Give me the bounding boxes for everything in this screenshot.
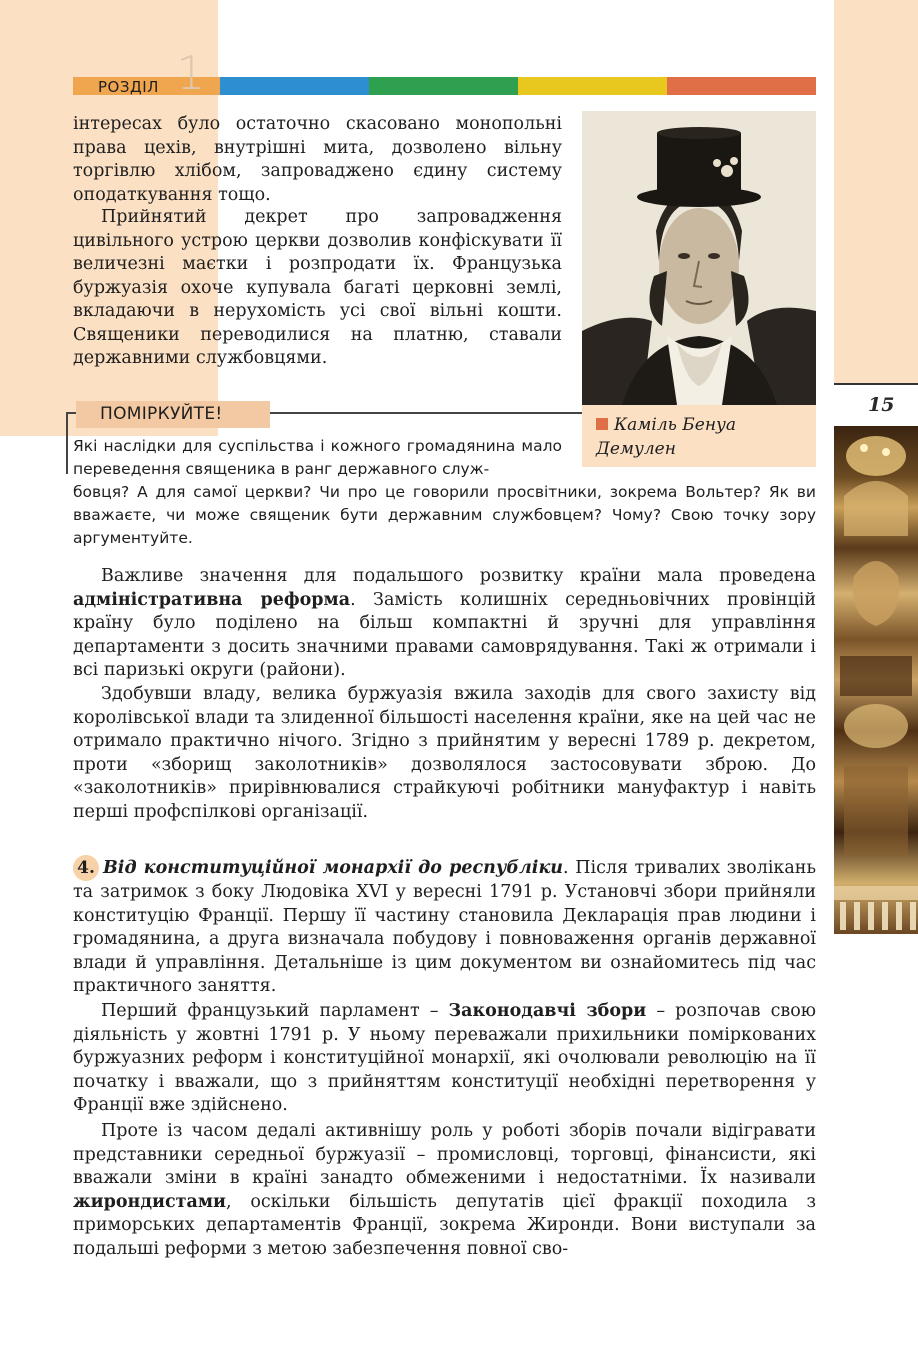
think-box-text-bottom: бовця? А для самої церкви? Чи про це говорили просвітники, зокрема Вольтер? Як ви вважаєте, чи може священик бути державним службовцем? Чому? Свою точку зору аргументуйте. — [73, 483, 816, 547]
legislative-text-a: Перший французький парламент – — [101, 1001, 449, 1021]
admin-reform-text-a: Важливе значення для подальшого розвитку країни мала проведена — [101, 566, 816, 586]
section-4-paragraph — [73, 855, 816, 999]
color-bar-yellow — [518, 77, 667, 95]
paragraph-girondins — [73, 1120, 816, 1261]
think-box-frame-top-left — [66, 412, 76, 414]
side-decorative-photo — [834, 426, 918, 934]
think-box-label: ПОМІРКУЙТЕ! — [76, 401, 270, 428]
caption-name-first: Каміль Бенуа — [614, 415, 737, 435]
think-box-frame-left — [66, 412, 68, 474]
paragraph-admin-reform — [73, 565, 816, 683]
section-4-title: Від конституційної монархії до республіки — [103, 858, 564, 878]
admin-reform-text-b: . Замість колишніх середньовічних провінцій країну було поділено на більш компактні й зручні для управління департаменти з досить значними правами самоврядування. Такі ж отримали і всі паризькі округи (райони). — [73, 589, 816, 680]
section-label: РОЗДІЛ — [98, 78, 159, 96]
legislative-term: Законодавчі збори — [448, 1001, 647, 1021]
caption-line-1 — [596, 413, 736, 437]
think-box-text-top: Які наслідки для суспільства і кожного громадянина мало переведення священика в ранг державного служ- — [73, 437, 562, 478]
girondins-text-b: , оскільки більшість депутатів цієї фракції походила з приморських департаментів Франції, зокрема Жиронди. Вони виступали за подальші реформи з метою забезпечення повної сво- — [73, 1191, 816, 1259]
page-number: 15 — [868, 394, 895, 416]
section-number: 1 — [176, 46, 206, 100]
section-4-text: . Після тривалих зволікань та затримок з боку Людовіка XVI у вересні 1791 р. Установчі збори прийняли конституцію Франції. Першу її частину становила Декларація прав людини і громадянина, а друга визначала побудову і повноваження органів державної влади й управління. Детальніше із цим документом ви ознайомитесь під час практичного заняття. — [73, 858, 816, 996]
paragraph-legislative-assembly — [73, 1000, 816, 1118]
portrait-illustration — [582, 111, 816, 405]
paragraph-intro-1: інтересах було остаточно скасовано монопольні права цехів, внутрішні мита, дозволено вільну торгівлю хлібом, запроваджено єдину систему оподаткування тощо. — [73, 114, 562, 205]
caption-name-last: Демулен — [596, 439, 676, 459]
paragraph-intro-2: Прийнятий декрет про запровадження цивільного устрою церкви дозволив конфіскувати її величезні маєтки і розпродати їх. Французька буржуазія охоче купувала багаті церковні землі, вкладаючи в нерухомість усі свої вільні кошти. Священики переводилися на платню, ставали державними службовцями. — [73, 207, 562, 368]
color-bar-blue — [220, 77, 369, 95]
portrait-caption — [596, 413, 736, 461]
margin-strip-background — [834, 0, 918, 384]
admin-reform-term: адміністративна реформа — [73, 589, 351, 610]
girondins-term: жирондистами — [73, 1191, 227, 1212]
girondins-text-a: Проте із часом дедалі активнішу роль у роботі зборів почали відігравати представники середньої буржуазії – промисловці, торговці, фінансисти, які вважали зміни в країні занадто обмеженими і недостатніми. Їх називали — [73, 1121, 816, 1188]
color-bar-red — [667, 77, 816, 95]
caption-marker — [596, 418, 608, 430]
page-number-rule — [834, 383, 918, 385]
legislative-text-b: – розпочав свою діяльність у жовтні 1791 р. У ньому переважали прихильники поміркованих буржуазних реформ і конституційної монархії, які очолювали революцію на її початку і вважали, що з прийняттям конституції необхідні перетворення у Франції вже здійснено. — [73, 1001, 816, 1115]
think-box-frame-top-right — [270, 412, 582, 414]
color-bar-green — [369, 77, 518, 95]
section-4-number: 4. — [73, 855, 99, 881]
paragraph-bourgeoisie: Здобувши владу, велика буржуазія вжила заходів для свого захисту від королівської влади та злиденної більшості населення країни, яке на цей час не отримало практично нічого. Згідно з прийнятим у вересні 1789 р. декретом, проти «зборищ заколотників» дозволялося застосовувати зброю. До «заколотників» прирівнювалися страйкуючі робітники мануфактур і навіть перші профспілкові організації. — [73, 684, 816, 822]
